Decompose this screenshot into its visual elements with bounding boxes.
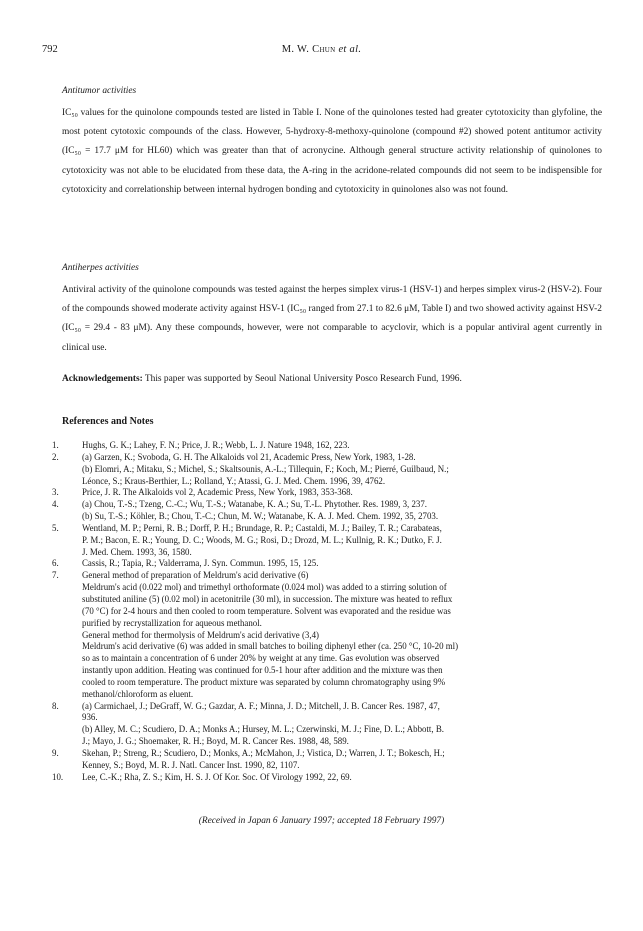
reference-line: Meldrum's acid (0.022 mol) and trimethyl orthoformate (0.024 mol) was added to a stirring solution of — [82, 582, 447, 593]
reference-item — [52, 772, 607, 784]
reference-item — [52, 452, 607, 488]
reference-line: P. M.; Bacon, E. R.; Young, D. C.; Woods, M. G.; Rosi, D.; Drozd, M. L.; Kullnig, R. K.; Dutko, F. J. — [82, 534, 442, 545]
reference-line: Skehan, P.; Streng, R.; Scudiero, D.; Monks, A.; McMahon, J.; Vistica, D.; Warren, J. T.; Bokesch, H.; — [82, 747, 445, 758]
antiherpes-paragraph: Antiviral activity of the quinolone compounds was tested against the herpes simplex virus-1 (HSV-1) and herpes simplex virus-2 (HSV-2). Four of the compounds showed moderate activity against HSV-1 (IC₅₀ ranged from 27.1 to 82.6 μM, Table I) and two showed activity against HSV-2 (IC₅₀ = 29.4 - 83 μM). Any these compounds, however, were not comparable to acyclovir, which is a popular antiviral agent currently in clinical use. — [62, 285, 602, 353]
reference-item — [52, 440, 607, 452]
reference-line: (70 °C) for 2-4 hours and then cooled to room temperature. Solvent was evaporated and the residue was — [82, 605, 451, 616]
reference-item — [52, 487, 607, 499]
acknowledgements-text: This paper was supported by Seoul National University Posco Research Fund, 1996. — [142, 374, 462, 384]
section-title-antiherpes: Antiherpes activities — [62, 263, 139, 273]
reference-line: J. Med. Chem. 1993, 36, 1580. — [82, 546, 192, 557]
reference-line: Cassis, R.; Tapia, R.; Valderrama, J. Syn. Commun. 1995, 15, 125. — [82, 558, 319, 569]
reference-item — [52, 558, 607, 570]
antitumor-paragraph: IC₅₀ values for the quinolone compounds tested are listed in Table I. None of the quinolones tested had greater cytotoxicity than glyfoline, the most potent cytotoxic compounds of the class. However, 5-hydroxy-8-methoxy-quinolone (compound #2) showed potent antitumor activity (IC₅₀ = 17.7 μM for HL60) which was greater than that of acronycine. Although general structure activity relationship of quinolones to cytotoxicity was not able to be elucidated from these data, the A-ring in the acridone-related compounds did not seem to be indispensible for cytotoxicity and correlationship between internal hydrogen bonding and cytotoxicity in quinolones also was not found. — [62, 108, 602, 195]
running-head-initials: M. W. — [281, 44, 313, 55]
running-head-surname: Chun — [312, 44, 336, 55]
section-title-antitumor: Antitumor activities — [62, 86, 137, 96]
reference-text — [82, 772, 607, 784]
acknowledgements-label: Acknowledgements: — [62, 374, 143, 384]
reference-number: 9. — [52, 747, 59, 758]
reference-line: (a) Garzen, K.; Svoboda, G. H. The Alkaloids vol 21, Academic Press, New York, 1983, 1-28. — [82, 451, 416, 462]
reference-item — [52, 499, 607, 523]
reference-text — [82, 440, 607, 452]
reference-text — [82, 523, 607, 559]
reference-text — [82, 701, 607, 748]
acknowledgements — [62, 370, 602, 389]
reference-text — [82, 499, 607, 523]
references-title: References and Notes — [62, 416, 154, 427]
reference-text — [82, 452, 607, 488]
reference-line: substituted aniline (5) (0.02 mol) in acetonitrile (30 ml), in succession. The mixture was heated to reflux — [82, 593, 453, 604]
reference-line: (a) Chou, T.-S.; Tzeng, C.-C.; Wu, T.-S.; Watanabe, K. A.; Su, T.-L. Phytother. Res. 1989, 3, 237. — [82, 499, 428, 510]
reference-number: 1. — [52, 440, 59, 450]
reference-text — [82, 748, 607, 772]
reference-number: 7. — [52, 570, 59, 581]
reference-line: purified by recrystallization for aqueous methanol. — [82, 617, 262, 628]
reference-line: General method for thermolysis of Meldrum's acid derivative (3,4) — [82, 629, 319, 640]
running-head — [0, 44, 643, 55]
reference-line: Wentland, M. P.; Perni, R. B.; Dorff, P. H.; Brundage, R. P.; Castaldi, M. J.; Bailey, T. R.; Carabateas, — [82, 522, 442, 533]
reference-line: (b) Su, T.-S.; Köhler, B.; Chou, T.-C.; Chun, M. W.; Watanabe, K. A. J. Med. Chem. 1992, 35, 2703. — [82, 511, 439, 522]
reference-number: 4. — [52, 499, 59, 510]
reference-text — [82, 570, 607, 700]
reference-line: Kenney, S.; Boyd, M. R. J. Natl. Cancer Inst. 1990, 82, 1107. — [82, 759, 300, 770]
reference-text — [82, 558, 607, 570]
reference-line: 936. — [82, 712, 98, 723]
reference-line: (b) Alley, M. C.; Scudiero, D. A.; Monks A.; Hursey, M. L.; Czerwinski, M. J.; Fine, D. L.; Abbott, B. — [82, 724, 444, 735]
reference-line: so as to maintain a concentration of 6 under 20% by weight at any time. Gas evolution was observed — [82, 653, 440, 664]
reference-line: (a) Carmichael, J.; DeGraff, W. G.; Gazdar, A. F.; Minna, J. D.; Mitchell, J. B. Cancer Res. 1987, 47, — [82, 700, 440, 711]
reference-item — [52, 523, 607, 559]
reference-text — [82, 487, 607, 499]
reference-line: Hughs, G. K.; Lahey, F. N.; Price, J. R.; Webb, L. J. Nature 1948, 162, 223. — [82, 440, 350, 450]
reference-line: Lee, C.-K.; Rha, Z. S.; Kim, H. S. J. Of Kor. Soc. Of Virology 1992, 22, 69. — [82, 771, 352, 782]
reference-line: Léonce, S.; Kraus-Berthier, L.; Rolland, Y.; Atassi, G. J. Med. Chem. 1996, 39, 4762. — [82, 475, 386, 486]
reference-number: 8. — [52, 700, 59, 711]
reference-item — [52, 701, 607, 748]
received-note: (Received in Japan 6 January 1997; accepted 18 February 1997) — [198, 816, 445, 826]
reference-line: Price, J. R. The Alkaloids vol 2, Academic Press, New York, 1983, 353-368. — [82, 487, 353, 498]
reference-line: General method of preparation of Meldrum's acid derivative (6) — [82, 570, 309, 581]
reference-item — [52, 748, 607, 772]
reference-line: instantly upon addition. Heating was continued for 0.5-1 hour after addition and the mixture was then — [82, 665, 443, 676]
reference-number: 10. — [52, 771, 64, 782]
reference-number: 6. — [52, 558, 59, 569]
reference-number: 2. — [52, 451, 59, 462]
reference-line: Meldrum's acid derivative (6) was added in small batches to boiling diphenyl ether (ca. 250 °C, 10-20 ml) — [82, 641, 459, 652]
reference-number: 5. — [52, 522, 59, 533]
reference-number: 3. — [52, 487, 59, 498]
reference-item — [52, 570, 607, 700]
reference-line: methanol/chloroform as eluent. — [82, 688, 194, 699]
references-list — [52, 440, 607, 783]
running-head-etal: et al. — [338, 44, 362, 55]
reference-line: cooled to room temperature. The product mixture was separated by column chromatography using 9% — [82, 676, 446, 687]
reference-line: J.; Mayo, J. G.; Shoemaker, R. H.; Boyd, M. R. Cancer Res. 1988, 48, 589. — [82, 736, 349, 747]
page-number: 792 — [42, 44, 58, 55]
reference-line: (b) Elomri, A.; Mitaku, S.; Michel, S.; Skaltsounis, A.-L.; Tillequin, F.; Koch, M.; Pierré, Guilbaud, N.; — [82, 463, 449, 474]
